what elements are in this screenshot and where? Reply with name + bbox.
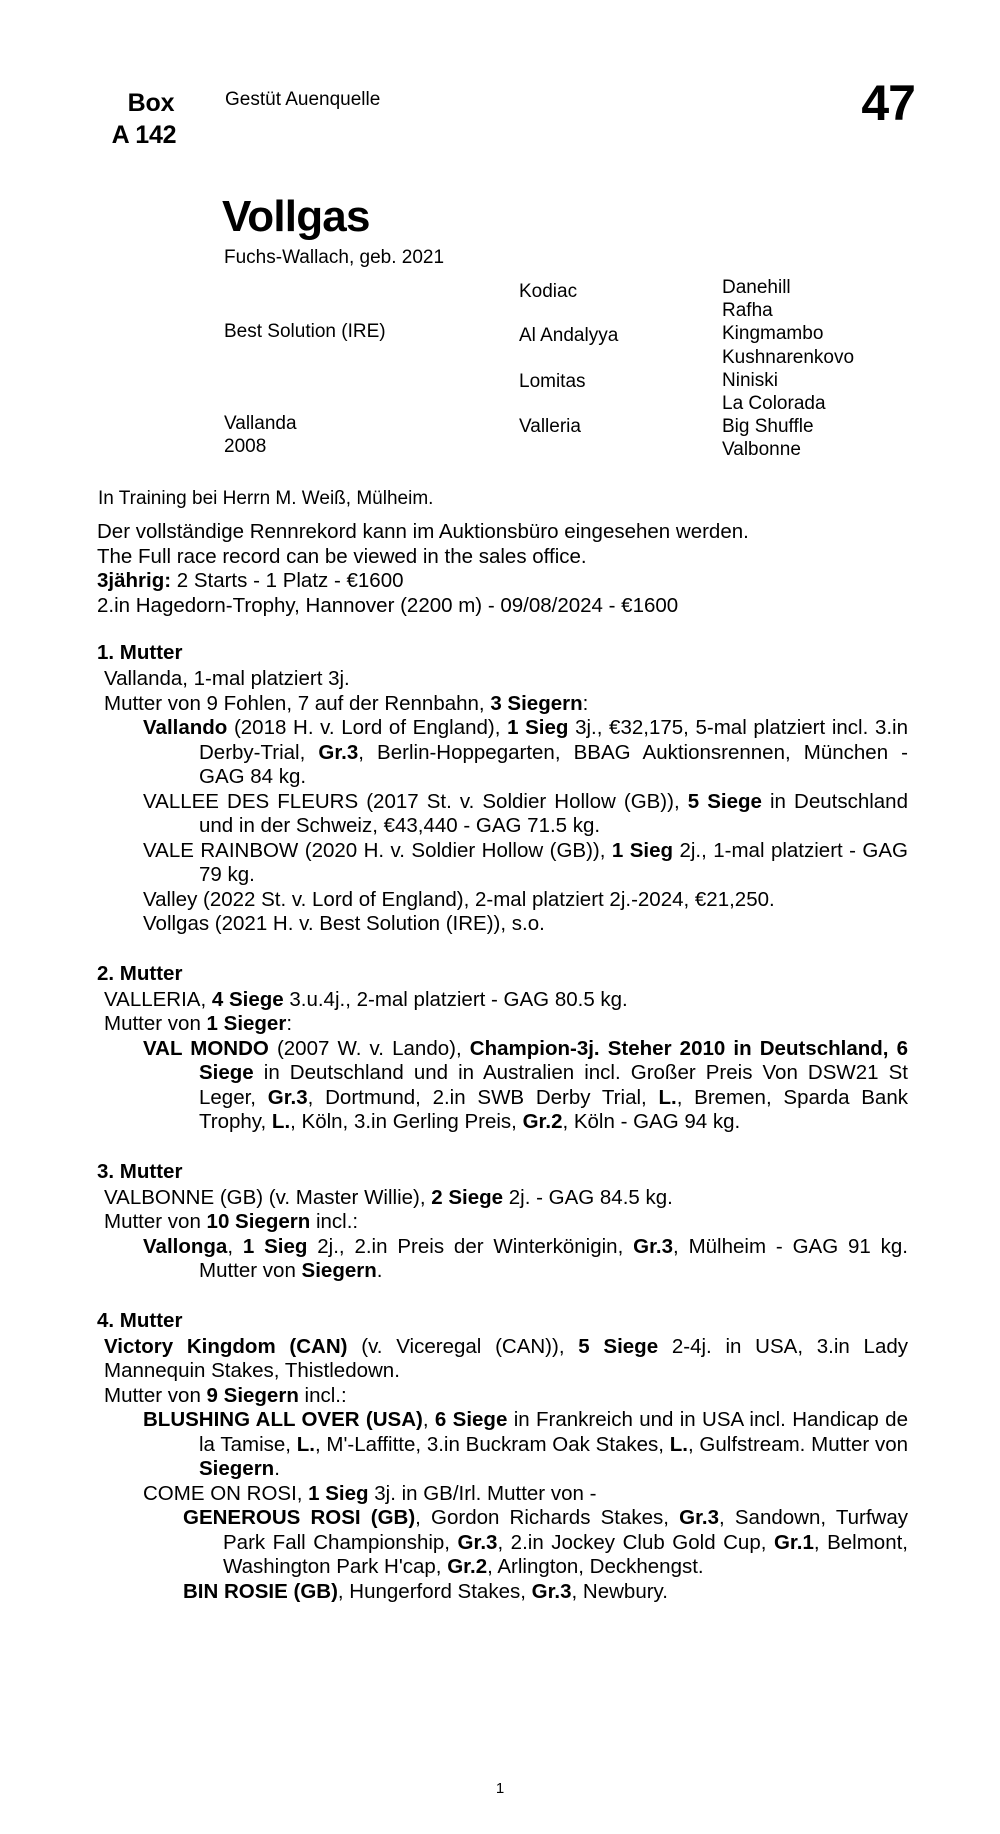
offspring-name: BIN ROSIE (GB) bbox=[183, 1579, 338, 1603]
race-grade: L. bbox=[271, 1110, 291, 1133]
race-grade: Gr.1 bbox=[773, 1530, 814, 1554]
offspring-detail: , Dortmund, 2.in SWB Derby Trial, bbox=[307, 1085, 659, 1109]
consignor-name: Gestüt Auenquelle bbox=[225, 89, 381, 110]
offspring-entry: Valley (2022 St. v. Lord of England), 2-mal platziert 2j.-2024, €21,250. bbox=[143, 887, 775, 911]
offspring-name: VAL MONDO bbox=[143, 1036, 269, 1060]
pedigree-dams-dam: Valleria bbox=[519, 416, 581, 437]
produce-post: : bbox=[582, 691, 589, 715]
pedigree-gg-3: Kingmambo bbox=[722, 323, 824, 345]
race-grade: Gr.3 bbox=[457, 1530, 498, 1554]
offspring-detail: , bbox=[227, 1234, 243, 1258]
produce-post: incl.: bbox=[298, 1383, 347, 1407]
produce-pre: Mutter von bbox=[104, 1383, 207, 1407]
race-record-notice bbox=[97, 520, 749, 618]
pedigree-table bbox=[0, 270, 1000, 460]
race-grade: Gr.3 bbox=[531, 1579, 572, 1603]
pedigree-sire: Best Solution (IRE) bbox=[224, 321, 386, 342]
offspring-detail: , Gordon Richards Stakes, bbox=[415, 1506, 680, 1529]
section-2-mutter bbox=[0, 961, 1000, 1135]
record-label: 3jährig: bbox=[97, 569, 172, 592]
record-detail: 2.in Hagedorn-Trophy, Hannover (2200 m) - 09/08/2024 - €1600 bbox=[97, 593, 679, 617]
section-1-heading: 1. Mutter bbox=[97, 641, 183, 664]
produce-post: incl.: bbox=[310, 1210, 359, 1233]
offspring-wins: 1 Sieg bbox=[611, 838, 674, 862]
pedigree-gg-6: La Colorada bbox=[722, 393, 826, 415]
offspring-name: VALE RAINBOW bbox=[143, 838, 299, 862]
pedigree-sires-dam: Al Andalyya bbox=[519, 325, 619, 346]
produce-pre: Mutter von bbox=[104, 1012, 207, 1035]
dam-detail: 2-4j. in USA, 3.in Lady Mannequin Stakes, Thistledown. bbox=[104, 1334, 908, 1382]
section-4-produce-line bbox=[104, 1384, 1000, 1409]
offspring-detail: , Köln, 3.in Gerling Preis, bbox=[290, 1110, 523, 1133]
race-grade: Gr.3 bbox=[633, 1234, 674, 1258]
section-3-produce-line bbox=[104, 1210, 1000, 1235]
offspring-produce: Siegern bbox=[199, 1457, 275, 1480]
offspring-entry bbox=[183, 1506, 1000, 1580]
race-grade: Gr.3 bbox=[679, 1506, 720, 1529]
dam-detail: 2j. - GAG 84.5 kg. bbox=[503, 1185, 673, 1209]
pedigree-gg-7: Big Shuffle bbox=[722, 416, 814, 438]
produce-post: : bbox=[286, 1012, 293, 1035]
offspring-entry: Vollgas (2021 H. v. Best Solution (IRE)), s.o. bbox=[143, 912, 545, 935]
offspring-detail: , 2.in Jockey Club Gold Cup, bbox=[497, 1530, 774, 1554]
lot-number: 47 bbox=[861, 75, 915, 131]
section-4-dam-line bbox=[104, 1335, 1000, 1384]
produce-count: 9 Siegern bbox=[206, 1383, 299, 1407]
dam-wins: 4 Siege bbox=[211, 987, 284, 1011]
offspring-produce: Siegern bbox=[301, 1259, 377, 1282]
section-3-heading: 3. Mutter bbox=[97, 1159, 183, 1183]
dam-wins: 5 Siege bbox=[578, 1334, 659, 1358]
section-4-heading: 4. Mutter bbox=[97, 1308, 183, 1332]
offspring-detail: , Mülheim - GAG 91 kg. Mutter von bbox=[199, 1234, 908, 1282]
offspring-wins: 1 Sieg bbox=[242, 1234, 308, 1258]
offspring-detail: . bbox=[376, 1259, 383, 1282]
race-grade: L. bbox=[658, 1085, 677, 1109]
notice-line-en: The Full race record can be viewed in the sales office. bbox=[97, 544, 587, 568]
offspring-name: BLUSHING ALL OVER (USA) bbox=[143, 1408, 423, 1431]
section-2-produce-line bbox=[104, 1012, 1000, 1037]
race-grade: Gr.3 bbox=[318, 740, 359, 764]
section-2-heading: 2. Mutter bbox=[97, 961, 183, 985]
offspring-entry bbox=[143, 839, 1000, 888]
offspring-detail: , Arlington, Deckhengst. bbox=[487, 1555, 704, 1578]
section-1-mutter bbox=[0, 640, 1000, 937]
section-1-produce-line bbox=[104, 692, 1000, 717]
pedigree-dam-year: 2008 bbox=[224, 436, 267, 457]
offspring-detail: (2017 St. v. Soldier Hollow (GB)), bbox=[358, 789, 688, 813]
offspring-wins: 1 Sieg bbox=[308, 1481, 369, 1505]
horse-name: Vollgas bbox=[222, 192, 370, 241]
offspring-wins: 1 Sieg bbox=[507, 716, 569, 739]
record-summary bbox=[97, 569, 749, 594]
offspring-detail: 3j. in GB/Irl. Mutter von - bbox=[368, 1481, 597, 1505]
produce-count: 1 Sieger bbox=[206, 1012, 287, 1035]
offspring-entry bbox=[143, 1235, 1000, 1284]
horse-description: Fuchs-Wallach, geb. 2021 bbox=[224, 247, 445, 268]
offspring-detail: , M'-Laffitte, 3.in Buckram Oak Stakes, bbox=[314, 1432, 670, 1456]
offspring-title: Champion-3j. Steher 2010 in Deutschland, 6 Siege bbox=[199, 1036, 909, 1084]
pedigree-gg-4: Kushnarenkovo bbox=[722, 346, 855, 368]
pedigree-dam: Vallanda bbox=[224, 413, 297, 434]
offspring-entry bbox=[143, 1482, 1000, 1507]
race-grade: L. bbox=[296, 1432, 315, 1456]
page-number: 1 bbox=[495, 1780, 505, 1797]
pedigree-dams-sire: Lomitas bbox=[519, 371, 586, 392]
offspring-name: Vallando bbox=[143, 716, 228, 739]
offspring-detail: , Newbury. bbox=[571, 1579, 668, 1603]
offspring-wins: 6 Siege bbox=[434, 1408, 508, 1431]
pedigree-gg-8: Valbonne bbox=[722, 439, 801, 461]
produce-count: 3 Siegern bbox=[490, 691, 583, 715]
offspring-detail: , Bremen, Sparda Bank Trophy, bbox=[199, 1085, 908, 1133]
dam-sections bbox=[0, 640, 1000, 1628]
dam-name: Victory Kingdom (CAN) bbox=[104, 1334, 348, 1358]
offspring-entry bbox=[183, 1580, 1000, 1605]
offspring-detail: , bbox=[422, 1408, 435, 1431]
offspring-wins: 5 Siege bbox=[687, 789, 762, 813]
offspring-detail: , Gulfstream. Mutter von bbox=[687, 1432, 909, 1456]
pedigree-gg-5: Niniski bbox=[722, 369, 778, 391]
offspring-name: GENEROUS ROSI (GB) bbox=[183, 1506, 416, 1529]
offspring-entry bbox=[143, 716, 1000, 790]
training-note: In Training bei Herrn M. Weiß, Mülheim. bbox=[98, 488, 434, 509]
box-label: Box bbox=[127, 89, 175, 117]
pedigree-gg-1: Danehill bbox=[722, 277, 791, 298]
section-2-dam-line bbox=[104, 988, 1000, 1013]
offspring-detail: , Berlin-Hoppegarten, BBAG Auktionsrennen, München - GAG 84 kg. bbox=[199, 740, 908, 788]
dam-detail: (v. Viceregal (CAN)), bbox=[347, 1334, 579, 1358]
dam-detail: 3.u.4j., 2-mal platziert - GAG 80.5 kg. bbox=[283, 987, 628, 1011]
offspring-detail: in Deutschland und in Australien incl. Großer Preis Von DSW21 St Leger, bbox=[199, 1061, 908, 1109]
offspring-name: COME ON ROSI, bbox=[143, 1481, 309, 1505]
offspring-detail: 3j., €32,175, 5-mal platziert incl. 3.in Derby-Trial, bbox=[199, 716, 908, 764]
page-header bbox=[0, 0, 1000, 160]
pedigree-great-grandparents bbox=[722, 276, 854, 462]
produce-pre: Mutter von bbox=[104, 1210, 207, 1233]
produce-count: 10 Siegern bbox=[206, 1210, 311, 1233]
pedigree-sires-sire: Kodiac bbox=[519, 281, 578, 302]
offspring-name: VALLEE DES FLEURS bbox=[143, 789, 359, 813]
section-1-dam-line: Vallanda, 1-mal platziert 3j. bbox=[104, 667, 350, 690]
section-4-mutter bbox=[0, 1308, 1000, 1605]
offspring-detail: in Deutschland und in der Schweiz, €43,440 - GAG 71.5 kg. bbox=[199, 789, 908, 837]
box-number: A 142 bbox=[111, 121, 177, 149]
race-grade: L. bbox=[669, 1432, 688, 1456]
offspring-entry bbox=[143, 790, 1000, 839]
offspring-detail: (2007 W. v. Lando), bbox=[268, 1036, 470, 1060]
offspring-detail: 2j., 1-mal platziert - GAG 79 kg. bbox=[199, 838, 908, 886]
race-grade: Gr.2 bbox=[522, 1110, 563, 1133]
offspring-entry bbox=[143, 1408, 1000, 1482]
pedigree-gg-2: Rafha bbox=[722, 300, 773, 322]
produce-pre: Mutter von 9 Fohlen, 7 auf der Rennbahn, bbox=[104, 691, 491, 715]
race-grade: Gr.3 bbox=[267, 1085, 308, 1109]
offspring-detail: . bbox=[274, 1457, 280, 1480]
section-3-dam-line bbox=[104, 1186, 1000, 1211]
notice-line-de: Der vollständige Rennrekord kann im Auktionsbüro eingesehen werden. bbox=[97, 520, 749, 543]
race-grade: Gr.2 bbox=[447, 1555, 488, 1578]
offspring-detail: in Frankreich und in USA incl. Handicap de la Tamise, bbox=[199, 1408, 908, 1456]
dam-name: VALBONNE (GB) (v. Master Willie), bbox=[104, 1185, 432, 1209]
offspring-detail: (2020 H. v. Soldier Hollow (GB)), bbox=[298, 838, 612, 862]
dam-wins: 2 Siege bbox=[431, 1185, 504, 1209]
offspring-detail: , Sandown, Turfway Park Fall Championship, bbox=[223, 1506, 908, 1554]
offspring-name: Vallonga bbox=[143, 1234, 228, 1258]
offspring-detail: (2018 H. v. Lord of England), bbox=[227, 716, 508, 739]
offspring-detail: 2j., 2.in Preis der Winterkönigin, bbox=[307, 1234, 634, 1258]
offspring-entry bbox=[143, 1037, 1000, 1135]
section-3-mutter bbox=[0, 1159, 1000, 1284]
offspring-detail: , Köln - GAG 94 kg. bbox=[562, 1110, 741, 1133]
dam-name: VALLERIA, bbox=[104, 987, 212, 1011]
offspring-detail: , Hungerford Stakes, bbox=[337, 1579, 532, 1603]
offspring-detail: , Belmont, Washington Park H'cap, bbox=[223, 1530, 909, 1578]
record-value: 2 Starts - 1 Platz - €1600 bbox=[171, 569, 404, 592]
